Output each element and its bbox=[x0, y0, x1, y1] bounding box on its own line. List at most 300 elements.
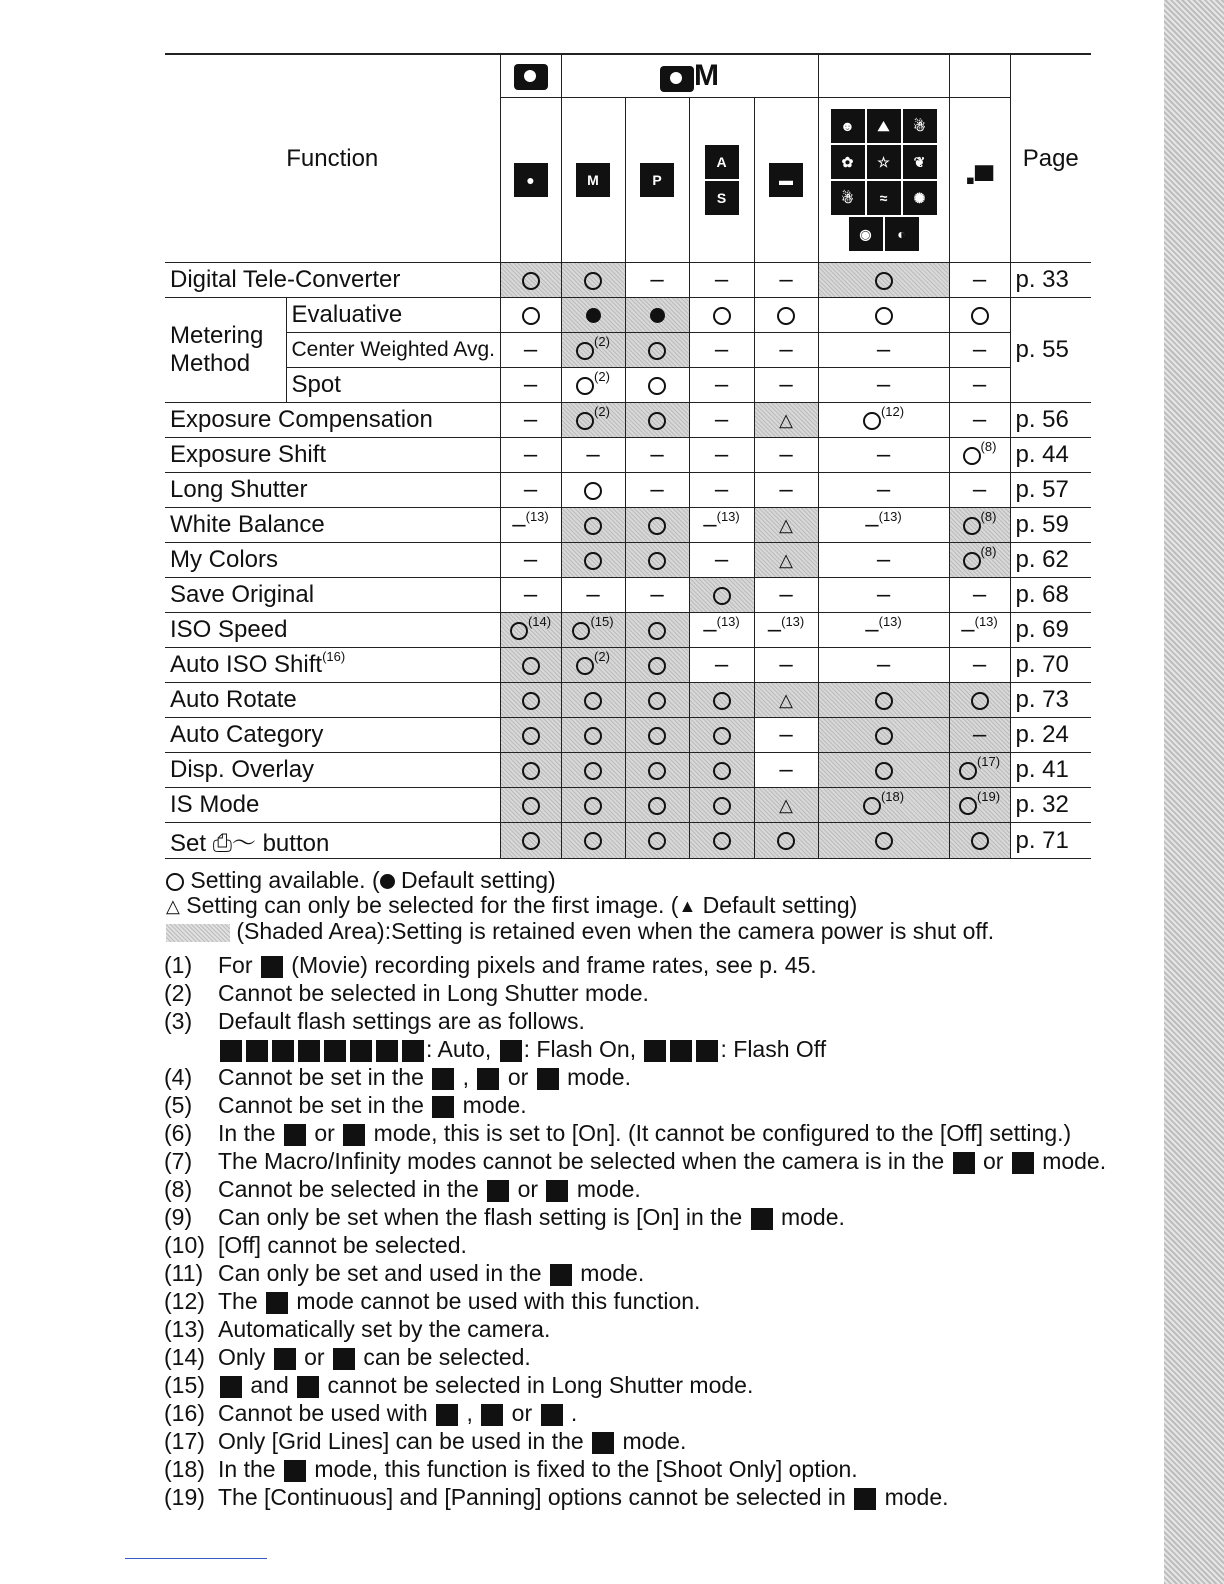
table-cell bbox=[754, 788, 818, 823]
table-cell bbox=[949, 263, 1010, 298]
mode-icon bbox=[402, 1040, 424, 1062]
dash-mark: – bbox=[650, 441, 664, 468]
function-header: Function bbox=[165, 54, 500, 263]
row-label: White Balance bbox=[165, 508, 500, 543]
row-label: Long Shutter bbox=[165, 473, 500, 508]
circle-mark bbox=[959, 762, 977, 780]
dash-mark: – bbox=[714, 336, 729, 363]
dash-mark: – bbox=[779, 651, 793, 678]
circle-mark bbox=[584, 762, 602, 780]
table-cell bbox=[500, 648, 561, 683]
footnote-ref: (2) bbox=[594, 369, 610, 384]
dash-mark: – bbox=[650, 266, 664, 293]
mode-icon bbox=[670, 1040, 692, 1062]
dash-mark: – bbox=[972, 406, 987, 433]
row-label: IS Mode bbox=[165, 788, 500, 823]
table-cell bbox=[561, 403, 625, 438]
page-ref: p. 70 bbox=[1010, 648, 1091, 683]
mode-icon bbox=[324, 1040, 346, 1062]
movie-icon: ▪▀ bbox=[949, 98, 1010, 263]
table-cell bbox=[754, 823, 818, 859]
table-cell bbox=[754, 263, 818, 298]
circle-mark bbox=[713, 762, 731, 780]
circle-mark bbox=[875, 692, 893, 710]
table-cell bbox=[561, 263, 625, 298]
dash-mark: – bbox=[972, 371, 987, 398]
mode-icon bbox=[487, 1180, 509, 1202]
table-cell bbox=[818, 333, 949, 368]
footnote: (1) For (Movie) recording pixels and frame rates, see p. 45. bbox=[164, 952, 817, 978]
page-ref: p. 68 bbox=[1010, 578, 1091, 613]
page-ref: p. 41 bbox=[1010, 753, 1091, 788]
table-cell bbox=[561, 543, 625, 578]
dash-mark: – bbox=[876, 441, 891, 468]
mode-icon bbox=[477, 1068, 499, 1090]
circle-mark bbox=[777, 307, 795, 325]
mode-icon bbox=[297, 1376, 319, 1398]
table-cell bbox=[949, 578, 1010, 613]
page-ref: p. 55 bbox=[1010, 298, 1091, 403]
dash-mark: – bbox=[703, 616, 717, 643]
table-cell bbox=[949, 613, 1010, 648]
page-ref: p. 56 bbox=[1010, 403, 1091, 438]
table-cell bbox=[689, 403, 754, 438]
dash-mark: – bbox=[779, 371, 793, 398]
table-cell bbox=[754, 298, 818, 333]
table-row bbox=[165, 368, 1091, 403]
dash-mark: – bbox=[876, 476, 891, 503]
mode-icon bbox=[261, 956, 283, 978]
mode-icon bbox=[1012, 1152, 1034, 1174]
dash-mark: – bbox=[972, 581, 987, 608]
table-cell bbox=[949, 823, 1010, 859]
circle-mark bbox=[648, 377, 666, 395]
shaded-area-swatch bbox=[166, 924, 230, 942]
circle-mark bbox=[522, 657, 540, 675]
table-cell bbox=[818, 438, 949, 473]
dash-mark: – bbox=[650, 476, 664, 503]
table-cell bbox=[500, 578, 561, 613]
footnote-ref: (13) bbox=[716, 614, 740, 629]
circle-mark bbox=[971, 692, 989, 710]
circle-mark bbox=[875, 762, 893, 780]
table-cell bbox=[561, 473, 625, 508]
table-cell bbox=[754, 508, 818, 543]
mode-icon bbox=[644, 1040, 666, 1062]
dash-mark: – bbox=[961, 616, 975, 643]
table-cell bbox=[949, 508, 1010, 543]
table-row bbox=[165, 508, 1091, 543]
circle-mark bbox=[584, 797, 602, 815]
circle-mark bbox=[648, 832, 666, 850]
mode-icon bbox=[751, 1208, 773, 1230]
row-label: Save Original bbox=[165, 578, 500, 613]
footnote: (5) Cannot be set in the mode. bbox=[164, 1092, 527, 1118]
circle-mark bbox=[713, 587, 731, 605]
dash-mark: – bbox=[972, 336, 987, 363]
table-cell bbox=[500, 543, 561, 578]
footnote-ref: (13) bbox=[878, 614, 902, 629]
dash-mark: – bbox=[779, 476, 793, 503]
table-cell bbox=[689, 263, 754, 298]
table-row bbox=[165, 298, 1091, 333]
page-ref: p. 57 bbox=[1010, 473, 1091, 508]
mode-icon bbox=[220, 1376, 242, 1398]
row-label: Evaluative bbox=[286, 298, 500, 333]
table-cell bbox=[625, 788, 689, 823]
mode-icon bbox=[592, 1432, 614, 1454]
function-table bbox=[165, 53, 1091, 859]
table-cell bbox=[625, 333, 689, 368]
circle-mark bbox=[875, 272, 893, 290]
footnote-ref: (12) bbox=[880, 404, 905, 419]
mode-icon bbox=[541, 1404, 563, 1426]
footnote: (19) The [Continuous] and [Panning] options cannot be selected in mode. bbox=[164, 1484, 949, 1510]
circle-mark bbox=[971, 832, 989, 850]
table-cell bbox=[500, 438, 561, 473]
table-cell bbox=[754, 438, 818, 473]
scene-icons: ☻ ⛰ ☃ ✿ ☆ ❦ ☃ ≈ ✺ ◉ ◐ bbox=[818, 98, 949, 263]
dash-mark: – bbox=[523, 371, 538, 398]
super-macro-icon: ▬ bbox=[754, 98, 818, 263]
circle-mark bbox=[863, 412, 881, 430]
circle-mark bbox=[522, 692, 540, 710]
footnote: (2) Cannot be selected in Long Shutter mode. bbox=[164, 980, 649, 1006]
circle-mark bbox=[713, 832, 731, 850]
dash-mark: – bbox=[865, 511, 879, 538]
table-cell bbox=[561, 753, 625, 788]
table-cell bbox=[949, 788, 1010, 823]
footnote: : Auto, : Flash On, : Flash Off bbox=[164, 1035, 1104, 1063]
row-label: Exposure Shift bbox=[165, 438, 500, 473]
mode-icon bbox=[246, 1040, 268, 1062]
footnote-ref: (8) bbox=[980, 439, 997, 454]
table-cell bbox=[625, 683, 689, 718]
circle-mark bbox=[584, 552, 602, 570]
table-cell bbox=[818, 613, 949, 648]
table-cell bbox=[625, 648, 689, 683]
table-cell bbox=[500, 263, 561, 298]
dash-mark: – bbox=[876, 581, 891, 608]
table-cell bbox=[625, 508, 689, 543]
table-cell bbox=[754, 753, 818, 788]
manual-icon: M bbox=[561, 98, 625, 263]
footnote-ref: (8) bbox=[980, 509, 997, 524]
table-cell bbox=[625, 473, 689, 508]
table-row bbox=[165, 438, 1091, 473]
table-cell bbox=[818, 823, 949, 859]
table-cell bbox=[754, 473, 818, 508]
row-label: Set ⎙〜 button bbox=[165, 823, 500, 859]
mode-icon bbox=[284, 1460, 306, 1482]
dash-mark: – bbox=[779, 756, 793, 783]
table-cell bbox=[818, 578, 949, 613]
print-share-icon: ⎙〜 bbox=[212, 830, 256, 857]
circle-mark bbox=[963, 552, 981, 570]
table-cell bbox=[949, 543, 1010, 578]
dash-mark: – bbox=[523, 546, 538, 573]
table-cell bbox=[689, 788, 754, 823]
filled-triangle-icon: ▲ bbox=[678, 896, 697, 917]
circle-mark bbox=[522, 272, 540, 290]
circle-mark bbox=[971, 307, 989, 325]
filled-dot-icon bbox=[380, 874, 395, 889]
table-cell bbox=[689, 473, 754, 508]
auto-camera-icon: ● bbox=[500, 98, 561, 263]
dash-mark: – bbox=[650, 581, 664, 608]
mode-icon bbox=[298, 1040, 320, 1062]
metering-group-label: Metering Method bbox=[165, 298, 286, 403]
table-cell bbox=[561, 508, 625, 543]
circle-mark bbox=[648, 412, 666, 430]
circle-mark bbox=[584, 692, 602, 710]
mode-icon bbox=[854, 1488, 876, 1510]
dash-mark: – bbox=[779, 441, 793, 468]
table-cell bbox=[689, 438, 754, 473]
filled-dot-mark bbox=[586, 308, 601, 323]
table-cell bbox=[500, 333, 561, 368]
table-cell bbox=[625, 438, 689, 473]
table-cell bbox=[561, 438, 625, 473]
footnotes bbox=[164, 951, 1107, 1511]
circle-mark bbox=[713, 692, 731, 710]
table-cell bbox=[689, 368, 754, 403]
stitch-assist-icon: A S bbox=[689, 98, 754, 263]
table-cell bbox=[754, 333, 818, 368]
table-cell bbox=[500, 473, 561, 508]
table-cell bbox=[561, 613, 625, 648]
mode-icon bbox=[550, 1264, 572, 1286]
page-ref: p. 59 bbox=[1010, 508, 1091, 543]
row-label: Center Weighted Avg. bbox=[286, 333, 500, 368]
mode-icon bbox=[436, 1404, 458, 1426]
circle-mark bbox=[584, 727, 602, 745]
circle-mark bbox=[572, 622, 590, 640]
table-cell bbox=[500, 613, 561, 648]
mode-icon bbox=[376, 1040, 398, 1062]
table-cell bbox=[689, 823, 754, 859]
circle-mark bbox=[576, 657, 594, 675]
dash-mark: – bbox=[779, 266, 793, 293]
circle-mark bbox=[777, 832, 795, 850]
circle-mark bbox=[648, 692, 666, 710]
table-cell bbox=[561, 368, 625, 403]
mode-icon bbox=[284, 1124, 306, 1146]
table-cell bbox=[689, 613, 754, 648]
circle-mark bbox=[713, 307, 731, 325]
dash-mark: – bbox=[876, 651, 891, 678]
mode-icon bbox=[546, 1180, 568, 1202]
table-cell bbox=[949, 368, 1010, 403]
mode-icon bbox=[696, 1040, 718, 1062]
table-cell bbox=[754, 578, 818, 613]
row-label: Auto Rotate bbox=[165, 683, 500, 718]
circle-mark bbox=[648, 552, 666, 570]
table-row bbox=[165, 263, 1091, 298]
table-cell bbox=[949, 403, 1010, 438]
dash-mark: – bbox=[523, 336, 538, 363]
footnote-ref: (2) bbox=[594, 649, 610, 664]
dash-mark: – bbox=[714, 651, 729, 678]
page-ref: p. 32 bbox=[1010, 788, 1091, 823]
table-cell bbox=[625, 543, 689, 578]
page-edge bbox=[1164, 0, 1224, 1584]
table-cell bbox=[689, 298, 754, 333]
footnote-ref: (2) bbox=[594, 334, 610, 349]
table-cell bbox=[818, 648, 949, 683]
table-cell bbox=[561, 718, 625, 753]
row-label: Spot bbox=[286, 368, 500, 403]
dash-mark: – bbox=[972, 721, 987, 748]
table-cell bbox=[689, 508, 754, 543]
page-ref: p. 71 bbox=[1010, 823, 1091, 859]
circle-mark bbox=[648, 657, 666, 675]
table-cell bbox=[500, 753, 561, 788]
table-cell bbox=[949, 333, 1010, 368]
circle-mark bbox=[522, 307, 540, 325]
dash-mark: – bbox=[714, 546, 729, 573]
table-cell bbox=[754, 403, 818, 438]
table-cell bbox=[754, 368, 818, 403]
dash-mark: – bbox=[523, 476, 538, 503]
table-cell bbox=[500, 788, 561, 823]
table-cell bbox=[625, 298, 689, 333]
footnote-ref: (13) bbox=[781, 614, 805, 629]
mode-icon bbox=[432, 1068, 454, 1090]
table-cell bbox=[625, 403, 689, 438]
table-cell bbox=[625, 613, 689, 648]
table-cell bbox=[561, 823, 625, 859]
table-cell bbox=[561, 298, 625, 333]
table-cell bbox=[818, 753, 949, 788]
table-row bbox=[165, 578, 1091, 613]
circle-mark bbox=[522, 762, 540, 780]
triangle-mark: △ bbox=[779, 410, 793, 431]
circle-mark bbox=[584, 517, 602, 535]
page-ref: p. 69 bbox=[1010, 613, 1091, 648]
dash-mark: – bbox=[714, 371, 729, 398]
table-cell bbox=[818, 718, 949, 753]
mode-icon bbox=[266, 1292, 288, 1314]
table-cell bbox=[561, 578, 625, 613]
table-cell bbox=[500, 368, 561, 403]
table-cell bbox=[689, 543, 754, 578]
circle-mark bbox=[584, 832, 602, 850]
footnote: (17) Only [Grid Lines] can be used in the mode. bbox=[164, 1428, 687, 1454]
table-cell bbox=[818, 368, 949, 403]
page-ref: p. 44 bbox=[1010, 438, 1091, 473]
footnote-ref: (14) bbox=[527, 614, 552, 629]
camera-auto-icon bbox=[500, 54, 561, 98]
mode-icon bbox=[537, 1068, 559, 1090]
dash-mark: – bbox=[767, 616, 782, 643]
table-cell bbox=[625, 823, 689, 859]
footnote-ref: (13) bbox=[878, 509, 902, 524]
table-cell bbox=[561, 648, 625, 683]
table-cell bbox=[754, 543, 818, 578]
footnote: (18) In the mode, this function is fixed to the [Shoot Only] option. bbox=[164, 1456, 858, 1482]
mode-icon bbox=[432, 1096, 454, 1118]
row-label: Digital Tele-Converter bbox=[165, 263, 500, 298]
table-cell bbox=[949, 473, 1010, 508]
circle-mark bbox=[576, 412, 594, 430]
dash-mark: – bbox=[523, 406, 538, 433]
table-row bbox=[165, 403, 1091, 438]
table-cell bbox=[949, 683, 1010, 718]
footnote: (14) Only or can be selected. bbox=[164, 1344, 531, 1370]
table-row bbox=[165, 683, 1091, 718]
table-cell bbox=[689, 683, 754, 718]
row-label: My Colors bbox=[165, 543, 500, 578]
table-cell bbox=[561, 683, 625, 718]
dash-mark: – bbox=[512, 511, 526, 538]
circle-mark bbox=[713, 727, 731, 745]
footnote-ref: (2) bbox=[594, 404, 610, 419]
dash-mark: – bbox=[779, 721, 793, 748]
dash-mark: – bbox=[523, 441, 538, 468]
table-row bbox=[165, 788, 1091, 823]
triangle-mark: △ bbox=[779, 515, 793, 536]
table-cell bbox=[625, 718, 689, 753]
table-cell bbox=[500, 508, 561, 543]
footnote-ref: (13) bbox=[716, 509, 740, 524]
table-cell bbox=[818, 473, 949, 508]
table-cell bbox=[500, 718, 561, 753]
triangle-icon: △ bbox=[166, 896, 180, 917]
dash-mark: – bbox=[779, 581, 793, 608]
footnote-ref: (19) bbox=[976, 789, 1001, 804]
circle-mark bbox=[576, 342, 594, 360]
circle-mark bbox=[875, 832, 893, 850]
table-cell bbox=[818, 298, 949, 333]
footnote: (15) and cannot be selected in Long Shutter mode. bbox=[164, 1372, 754, 1398]
table-cell bbox=[689, 648, 754, 683]
dash-mark: – bbox=[714, 406, 729, 433]
dash-mark: – bbox=[714, 441, 729, 468]
footnote: (11) Can only be set and used in the mode. bbox=[164, 1260, 645, 1286]
table-cell bbox=[818, 403, 949, 438]
dash-mark: – bbox=[586, 441, 600, 468]
table-cell bbox=[754, 683, 818, 718]
circle-icon bbox=[166, 873, 184, 891]
table-row bbox=[165, 753, 1091, 788]
table-cell bbox=[561, 333, 625, 368]
program-icon: P bbox=[625, 98, 689, 263]
dash-mark: – bbox=[972, 266, 987, 293]
circle-mark bbox=[648, 762, 666, 780]
circle-mark bbox=[522, 832, 540, 850]
page-ref: p. 33 bbox=[1010, 263, 1091, 298]
dash-mark: – bbox=[865, 616, 879, 643]
table-cell bbox=[818, 683, 949, 718]
table-row bbox=[165, 333, 1091, 368]
circle-mark bbox=[576, 377, 594, 395]
dash-mark: – bbox=[714, 476, 729, 503]
footnote-ref: (8) bbox=[980, 544, 997, 559]
table-row bbox=[165, 613, 1091, 648]
table-cell bbox=[689, 753, 754, 788]
table-cell bbox=[625, 578, 689, 613]
circle-mark bbox=[963, 517, 981, 535]
filled-dot-mark bbox=[650, 308, 665, 323]
camera-m-group: M bbox=[561, 54, 818, 98]
row-label: Auto ISO Shift$^{(16)}$ bbox=[165, 648, 500, 683]
table-row bbox=[165, 543, 1091, 578]
circle-mark bbox=[863, 797, 881, 815]
circle-mark bbox=[963, 447, 981, 465]
dash-mark: – bbox=[586, 581, 600, 608]
dash-mark: – bbox=[876, 336, 891, 363]
